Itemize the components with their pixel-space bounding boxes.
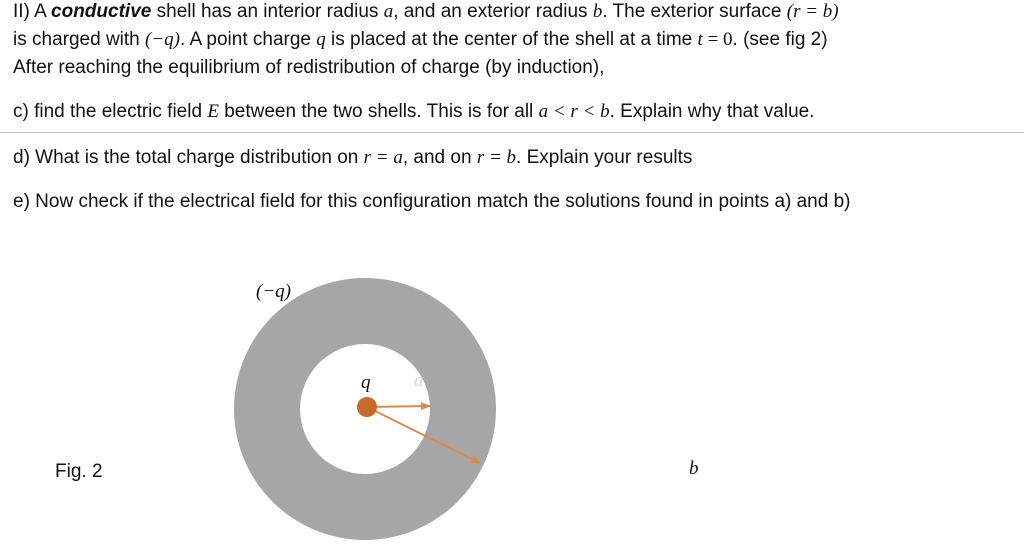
text: shell has an interior radius [151,1,384,22]
part-e: e) Now check if the electrical field for this configuration match the solutions found in points a) and b) [13,191,851,212]
math-r-eq-a: r = a [363,147,403,168]
math-r-eq-b: (r = b) [786,1,839,22]
text: II) A [13,1,52,22]
text: , and an exterior radius [393,1,593,22]
text: between the two shells. This is for all [218,101,539,122]
math-eq-zero: = 0 [702,29,733,50]
text: . A point charge [180,29,317,50]
text: is charged with [13,29,146,50]
math-range: a < r < b [538,101,610,122]
text: is placed at the center of the shell at a time [325,29,698,50]
outer-radius-label: b [689,458,699,479]
text: . (see fig 2) [732,29,828,50]
math-b: b [592,1,603,22]
text: . Explain why that value. [609,101,815,122]
text: . The exterior surface [602,1,787,22]
math-minus-q: (−q) [145,29,180,50]
point-charge [357,397,377,417]
math-E: E [207,101,219,122]
emphasis-conductive: conductive [51,1,152,22]
inner-radius-label: a [414,370,424,391]
math-q: q [316,29,326,50]
figure-caption: Fig. 2 [55,461,103,482]
text: d) What is the total charge distribution on [13,147,364,168]
center-charge-label: q [361,372,371,393]
text: , and on [402,147,477,168]
math-r-eq-b: r = b [476,147,517,168]
text: . Explain your results [516,147,693,168]
math-a: a [383,1,394,22]
outer-charge-label: (−q) [256,281,291,302]
intro-line-3: After reaching the equilibrium of redistribution of charge (by induction), [13,57,605,78]
math-t: t [697,29,703,50]
text: c) find the electric field [13,101,208,122]
